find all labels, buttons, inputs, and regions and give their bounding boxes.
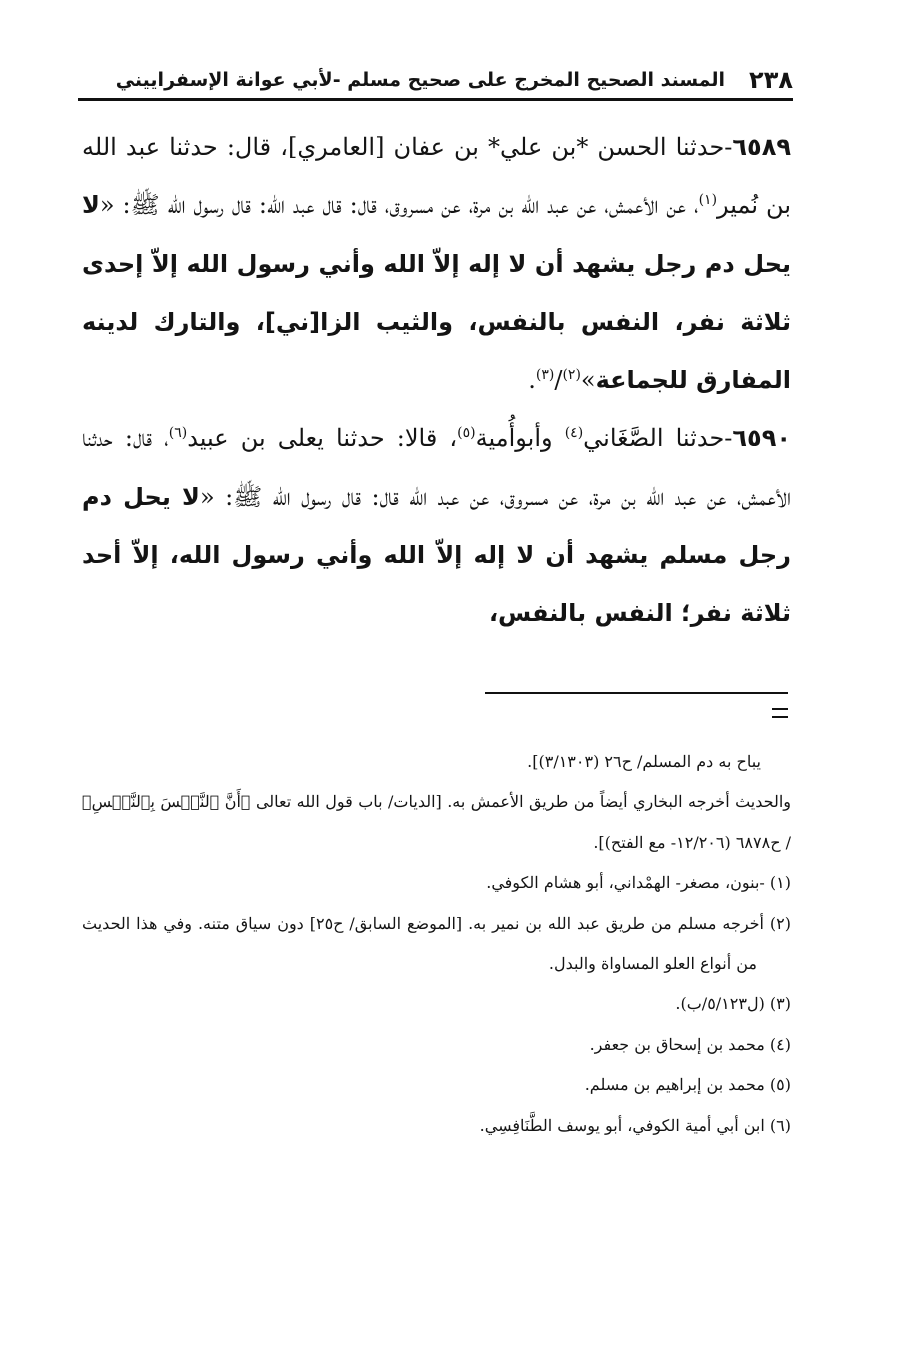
quote-close: » (580, 366, 596, 395)
footnote-continuation: يباح به دم المسلم/ ح٢٦ (٣/١٣٠٣)]. (527, 752, 761, 771)
footnote-1: (١) -بنون، مصغر- الهمْداني، أبو هشام الكوفي. (486, 873, 791, 893)
matn-text: لا يحل دم رجل مسلم يشهد أن لا إله إلاّ الله وأني رسول الله، إلاّ أحد ثلاثة نفر؛ النفس بالنفس، (82, 482, 791, 628)
isnad-text: ، قال: حدثنا الأعمش، عن عبد الله بن مرة، عن مسروق، عن عبد الله قال: قال رسول الله ﷺ: « (82, 424, 792, 511)
slash-separator: / (554, 366, 563, 395)
footnote-ref: (٤) (564, 425, 584, 442)
footnote-3: (٣) (ل٥/١٢٣/ب). (675, 994, 791, 1014)
footnote-ref: (٢) (562, 367, 581, 384)
footnotes (82, 742, 791, 1146)
page-number: ٢٣٨ (749, 66, 793, 94)
isnad-text: -حدثنا الحسن *بن علي* بن عفان [العامري]، قال: حدثنا عبد الله بن نُمير (82, 133, 791, 220)
footnote-ref: (١) (698, 192, 718, 209)
footnote-ref: (٣) (535, 367, 555, 384)
book-title: المسند الصحيح المخرج على صحيح مسلم -لأبي عوانة الإسفراييني (115, 69, 726, 91)
footnote-separator (485, 692, 788, 694)
isnad-text: -حدثنا الصَّغَاني (583, 424, 733, 453)
footnote-continuation: والحديث أخرجه البخاري أيضاً من طريق الأعمش به. [الديات/ باب قول الله تعالى ﴿أَنَّ ٱلنَّفۡسَ بِٱلنَّفۡسِ﴾ / ح٦٨٧٨ (١٢/٢٠٦- مع الفتح)]. (82, 792, 792, 852)
hadith-number: ٦٥٩٠ (732, 424, 791, 453)
hadith-number: ٦٥٨٩ (732, 133, 791, 161)
matn-text: لا يحل دم رجل يشهد أن لا إله إلاّ الله وأني رسول الله إلاّ إحدى ثلاثة نفر، النفس بالنفس، والثيب الزا[ني]، والتارك لدينه المفارق للجماعة (82, 191, 791, 395)
footnote-ref: (٦) (168, 425, 188, 442)
isnad-text: ، عن الأعمش، عن عبد الله بن مرة، عن مسروق، قال: قال عبد الله: قال رسول الله ﷺ: « (99, 191, 699, 220)
main-text (82, 118, 791, 643)
isnad-text: ، قالا: حدثنا يعلى بن عبيد (187, 424, 458, 453)
footnote-ref: (٥) (457, 425, 476, 442)
footnote-4: (٤) محمد بن إسحاق بن جعفر. (589, 1034, 791, 1054)
footnote-6: (٦) ابن أبي أمية الكوفي، أبو يوسف الطَّنَافِسِي. (479, 1115, 791, 1135)
hadith-6589 (82, 118, 791, 409)
isnad-text: وأبوأُمية (475, 424, 565, 453)
footnote-2: (٢) أخرجه مسلم من طريق عبد الله بن نمير به. [الموضع السابق/ ح٢٥] دون سياق متنه. وفي هذا الحديث من أنواع العلو المساواة والبدل. (82, 913, 792, 974)
footnote-5: (٥) محمد بن إبراهيم بن مسلم. (584, 1075, 791, 1095)
continuation-mark (772, 708, 788, 718)
hadith-6590 (82, 409, 791, 642)
running-header (78, 62, 793, 98)
header-rule (78, 98, 793, 101)
full-stop: . (528, 366, 536, 395)
